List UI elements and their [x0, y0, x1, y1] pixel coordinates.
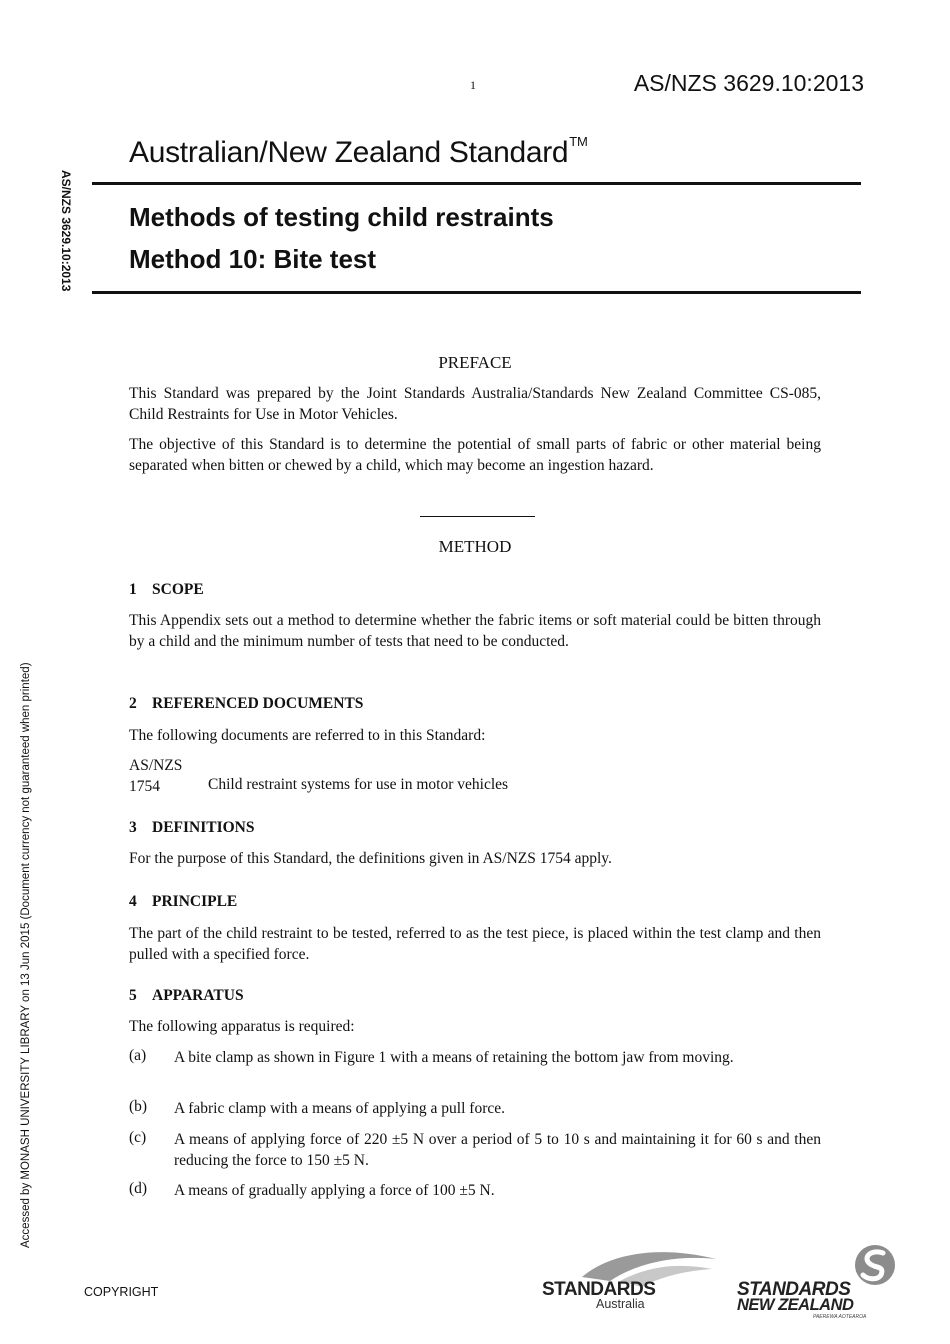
section-number: 4 — [129, 893, 137, 910]
logo-maori-text: PAEREWA AOTEAROA — [813, 1314, 867, 1320]
section-title: APPARATUS — [152, 987, 244, 1004]
section-text: The following documents are referred to in this Standard: — [129, 727, 486, 744]
title-top-rule — [92, 182, 861, 185]
section-heading-scope — [129, 581, 204, 599]
list-item: A fabric clamp with a means of applying a pull force. — [174, 1100, 505, 1117]
section-number: 1 — [129, 581, 137, 598]
reference-label-line: AS/NZS — [129, 757, 183, 774]
standards-new-zealand-logo — [735, 1243, 905, 1320]
section-text: For the purpose of this Standard, the definitions given in AS/NZS 1754 apply. — [129, 850, 612, 867]
list-item-label: (b) — [129, 1098, 148, 1115]
section-title: REFERENCED DOCUMENTS — [152, 695, 364, 712]
standards-nz-swirl-icon — [853, 1243, 897, 1287]
list-item: A bite clamp as shown in Figure 1 with a means of retaining the bottom jaw from moving. — [174, 1049, 734, 1066]
section-text: The following apparatus is required: — [129, 1018, 355, 1035]
document-subtitle: Method 10: Bite test — [129, 244, 377, 274]
section-divider — [420, 516, 535, 517]
reference-label-line: 1754 — [129, 778, 160, 795]
list-item: A means of applying force of 220 ±5 N over a period of 5 to 10 s and maintaining it for 60 s and then reducing the force to 150 ±5 N. — [174, 1131, 821, 1169]
preface-paragraph: The objective of this Standard is to determine the potential of small parts of fabric or other material being separated when bitten or chewed by a child, which may become an ingestion hazard. — [129, 436, 821, 474]
list-item-label: (d) — [129, 1180, 148, 1197]
trademark-mark: TM — [569, 134, 588, 149]
section-number: 5 — [129, 987, 137, 1004]
logo-wordmark-country: NEW ZEALAND — [737, 1296, 854, 1314]
sidebar-access-note: Accessed by MONASH UNIVERSITY LIBRARY on 13 Jun 2015 (Document currency not guaranteed when printed) — [20, 662, 32, 1248]
section-heading-referenced-documents — [129, 695, 363, 713]
method-heading: METHOD — [438, 537, 512, 556]
logo-subtext: Australia — [596, 1297, 645, 1311]
section-heading-apparatus — [129, 987, 244, 1005]
section-heading-definitions — [129, 819, 255, 837]
section-title: PRINCIPLE — [152, 893, 238, 910]
page-number: 1 — [470, 78, 476, 92]
section-number: 2 — [129, 695, 137, 712]
section-title: DEFINITIONS — [152, 819, 255, 836]
section-text: The part of the child restraint to be tested, referred to as the test piece, is placed within the test clamp and then pulled with a specified force. — [129, 925, 821, 963]
series-title — [129, 136, 587, 170]
standard-code: AS/NZS 3629.10:2013 — [633, 70, 864, 96]
section-text: This Appendix sets out a method to determine whether the fabric items or soft material could be bitten through by a child and the minimum number of tests that need to be conducted. — [129, 612, 821, 650]
sidebar-standard-code: AS/NZS 3629.10:2013 — [59, 170, 73, 292]
reference-label — [129, 755, 182, 797]
standards-australia-logo — [540, 1243, 720, 1315]
list-item: A means of gradually applying a force of 100 ±5 N. — [174, 1182, 495, 1199]
logo-wordmark: STANDARDS — [542, 1279, 656, 1300]
section-title: SCOPE — [152, 581, 204, 598]
reference-title: Child restraint systems for use in motor vehicles — [208, 776, 509, 793]
preface-heading: PREFACE — [438, 353, 512, 372]
copyright-notice: COPYRIGHT — [84, 1285, 159, 1299]
preface-paragraph: This Standard was prepared by the Joint Standards Australia/Standards New Zealand Committee CS-085, Child Restraints for Use in Motor Vehicles. — [129, 385, 821, 423]
list-item-label: (c) — [129, 1129, 147, 1146]
section-heading-principle — [129, 893, 237, 911]
series-title-text: Australian/New Zealand Standard — [129, 136, 569, 169]
title-bottom-rule — [92, 291, 861, 294]
document-title: Methods of testing child restraints — [129, 202, 554, 232]
list-item-label: (a) — [129, 1047, 147, 1064]
logo-wordmark: STANDARDS — [737, 1279, 851, 1300]
section-number: 3 — [129, 819, 137, 836]
